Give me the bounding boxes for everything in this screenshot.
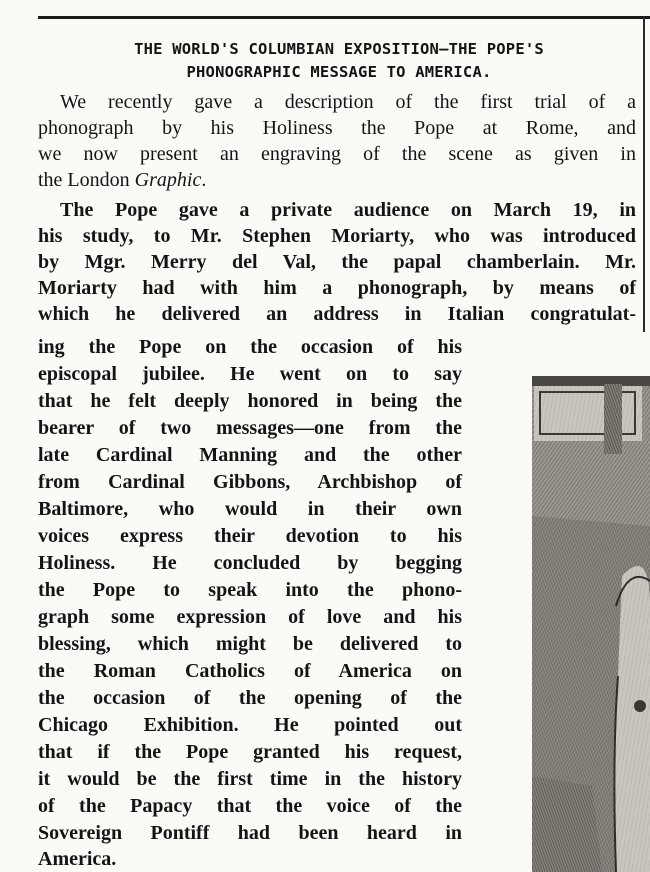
text-fragment: . — [201, 169, 207, 191]
text-line: Holiness. He concluded by begging — [38, 552, 462, 574]
publication-name: Graphic — [134, 169, 202, 191]
text-line: Chicago Exhibition. He pointed out — [38, 714, 462, 736]
text-line: late Cardinal Manning and the other — [38, 444, 462, 466]
text-line: blessing, which might be delivered to — [38, 633, 462, 655]
text-line: from Cardinal Gibbons, Archbishop of — [38, 471, 462, 493]
text-line-last — [38, 167, 636, 193]
headline-line-2: PHONOGRAPHIC MESSAGE TO AMERICA. — [186, 63, 492, 81]
text-line: bearer of two messages—one from the — [38, 417, 462, 439]
text-line: the occasion of the opening of the — [38, 687, 462, 709]
text-fragment: the London — [38, 169, 135, 191]
text-line: we now present an engraving of the scene as given in — [38, 143, 636, 165]
text-line: by Mgr. Merry del Val, the papal chamberlain. Mr. — [38, 251, 636, 273]
text-line: the Roman Catholics of America on — [38, 660, 462, 682]
text-line: We recently gave a description of the first trial of a — [60, 91, 636, 113]
text-line: Moriarty had with him a phonograph, by means of — [38, 277, 636, 299]
column-rule — [643, 16, 645, 332]
text-line: that he felt deeply honored in being the — [38, 390, 462, 412]
engraving-illustration — [532, 376, 650, 872]
text-line: The Pope gave a private audience on March 19, in — [60, 199, 636, 221]
text-line: graph some expression of love and his — [38, 606, 462, 628]
text-line: his study, to Mr. Stephen Moriarty, who was introduced — [38, 225, 636, 247]
headline-line-1: THE WORLD'S COLUMBIAN EXPOSITION—THE POPE'S — [134, 40, 544, 58]
text-line: of the Papacy that the voice of the — [38, 795, 462, 817]
text-line: which he delivered an address in Italian congratulat- — [38, 303, 636, 325]
article-headline — [36, 38, 642, 84]
top-rule — [38, 16, 650, 19]
text-line: ing the Pope on the occasion of his — [38, 336, 462, 358]
text-line-last: America. — [38, 848, 117, 870]
text-line: voices express their devotion to his — [38, 525, 462, 547]
text-line: that if the Pope granted his request, — [38, 741, 462, 763]
text-line: it would be the first time in the history — [38, 768, 462, 790]
text-line: Baltimore, who would in their own — [38, 498, 462, 520]
text-line: Sovereign Pontiff had been heard in — [38, 822, 462, 844]
text-line: episcopal jubilee. He went on to say — [38, 363, 462, 385]
text-line: phonograph by his Holiness the Pope at Rome, and — [38, 117, 636, 139]
text-line: the Pope to speak into the phono- — [38, 579, 462, 601]
engraving-artwork — [532, 376, 650, 872]
